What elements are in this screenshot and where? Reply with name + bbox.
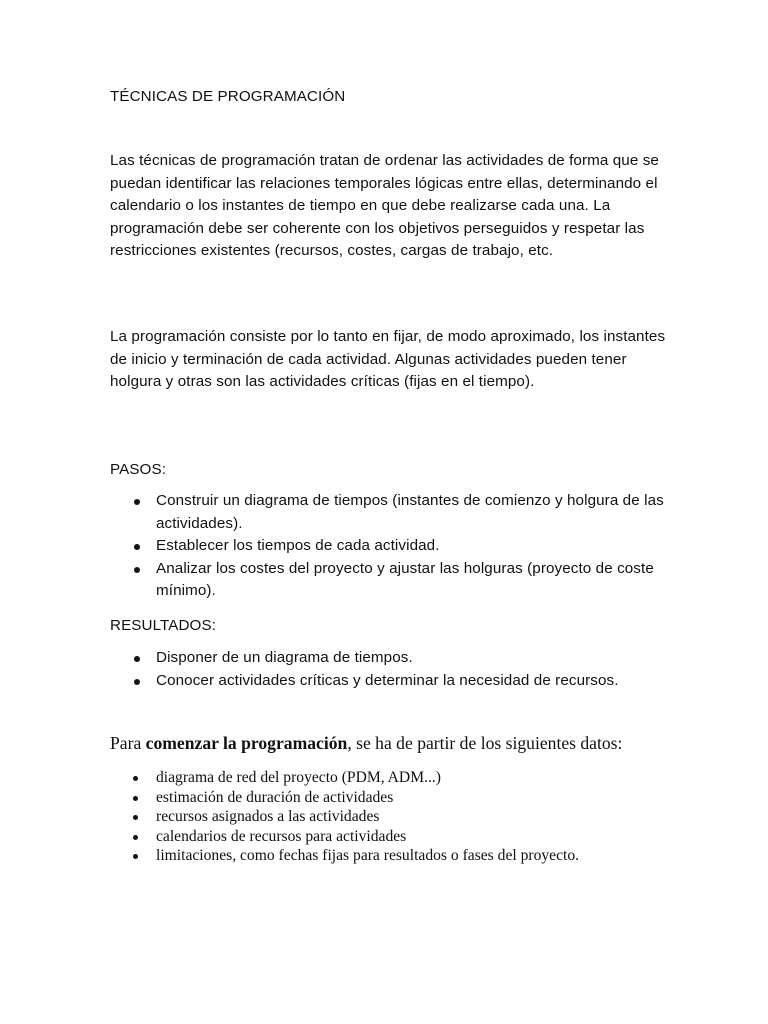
paragraph-programacion: La programación consiste por lo tanto en fijar, de modo aproximado, los instantes de inicio y terminación de cada actividad. Algunas actividades pueden tener holgura y otras son las actividades críticas (fijas en el tiempo). <box>110 328 666 390</box>
bullet-icon <box>134 544 140 550</box>
bullet-icon <box>134 499 140 505</box>
bullet-icon <box>134 679 140 685</box>
bullet-icon <box>133 776 138 781</box>
resultados-heading: RESULTADOS: <box>110 617 217 634</box>
datos-intro-emphasis: comenzar la programación <box>145 733 348 753</box>
bullet-icon <box>133 796 138 801</box>
list-item-text: Disponer de un diagrama de tiempos. <box>156 649 413 666</box>
list-item-text: Establecer los tiempos de cada actividad. <box>156 537 440 554</box>
list-item <box>110 827 710 847</box>
resultados-list <box>110 647 670 692</box>
list-item <box>110 647 670 670</box>
list-item-text: calendarios de recursos para actividades <box>156 827 407 845</box>
list-item <box>110 788 710 808</box>
bullet-icon <box>134 567 140 573</box>
bullet-icon <box>133 854 138 859</box>
bullet-icon <box>133 835 138 840</box>
list-item-text: Conocer actividades críticas y determinar la necesidad de recursos. <box>156 671 619 689</box>
bullet-icon <box>133 815 138 820</box>
list-item <box>110 558 670 603</box>
list-item-text: recursos asignados a las actividades <box>156 808 380 825</box>
datos-intro-prefix: Para <box>110 733 146 753</box>
list-item <box>110 670 670 693</box>
list-item <box>110 846 710 866</box>
pasos-heading: PASOS: <box>110 461 167 478</box>
datos-intro-suffix: , se ha de partir de los siguientes datos: <box>347 733 623 753</box>
list-item-text: limitaciones, como fechas fijas para resultados o fases del proyecto. <box>156 847 580 864</box>
paragraph-intro: Las técnicas de programación tratan de ordenar las actividades de forma que se puedan identificar las relaciones temporales lógicas entre ellas, determinando el calendario o los instantes de tiempo en que debe realizarse cada una. La programación debe ser coherente con los objetivos perseguidos y respetar las restricciones existentes (recursos, costes, cargas de trabajo, etc. <box>110 152 659 259</box>
datos-list <box>110 768 710 866</box>
datos-intro <box>110 731 622 755</box>
list-item <box>110 768 710 788</box>
list-item <box>110 535 670 558</box>
list-item <box>110 490 670 535</box>
list-item-text: diagrama de red del proyecto (PDM, ADM...) <box>156 769 441 786</box>
list-item-text: Analizar los costes del proyecto y ajustar las holguras (proyecto de coste mínimo). <box>156 559 654 599</box>
pasos-list <box>110 490 670 603</box>
list-item-text: estimación de duración de actividades <box>156 788 394 806</box>
list-item-text: Construir un diagrama de tiempos (instantes de comienzo y holgura de las actividades). <box>156 492 664 532</box>
bullet-icon <box>134 656 140 662</box>
document-title: TÉCNICAS DE PROGRAMACIÓN <box>110 88 346 105</box>
list-item <box>110 807 710 827</box>
